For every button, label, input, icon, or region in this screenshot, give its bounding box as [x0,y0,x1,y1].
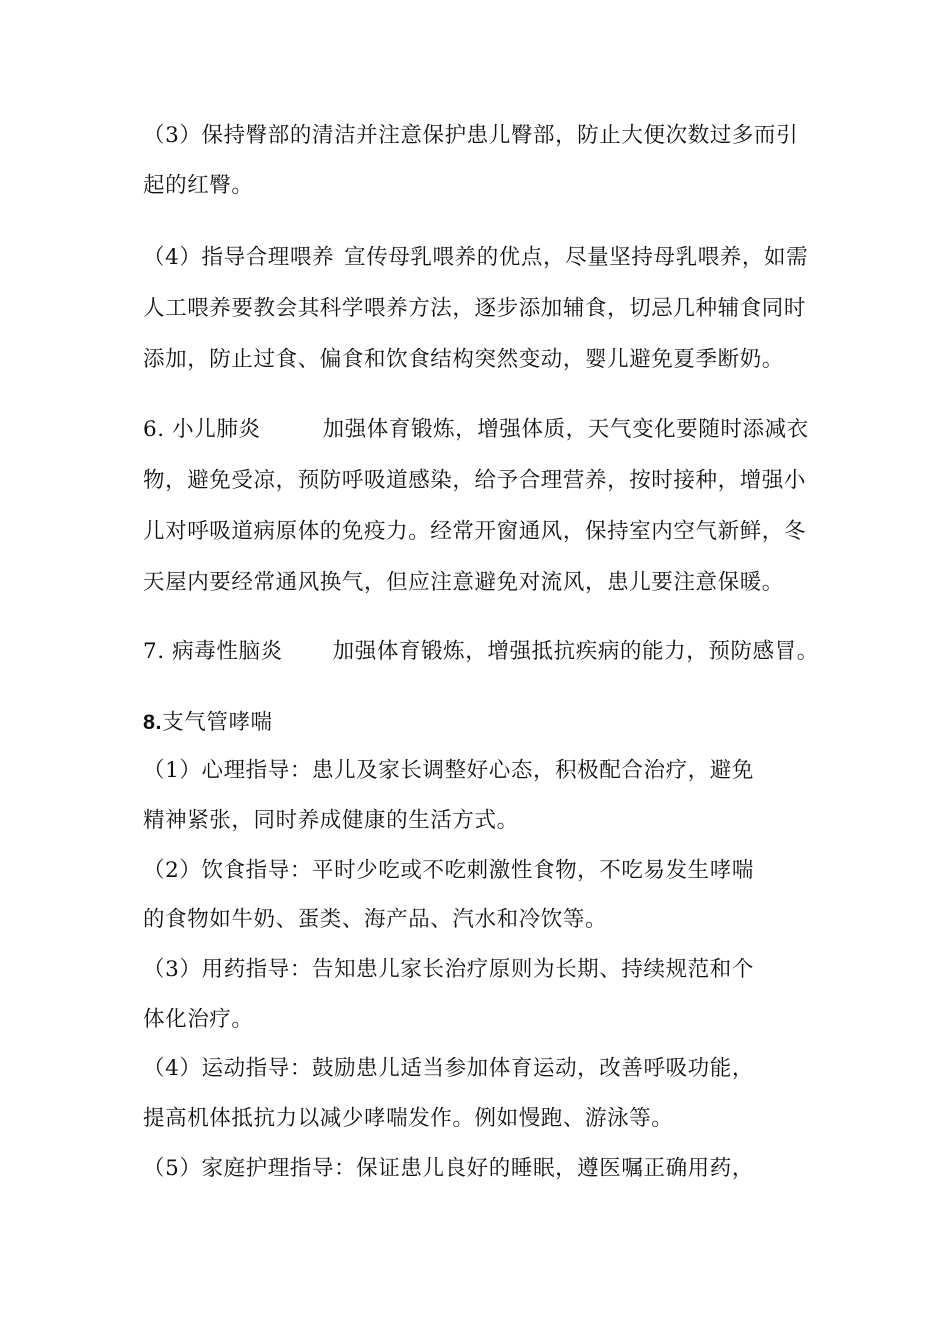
section-heading-line [143,637,843,667]
section-heading-line [143,707,843,738]
paragraph-line: 提高机体抵抗力以减少哮喘发作。例如慢跑、游泳等。 [143,1106,674,1131]
section-text: 加强体育锻炼，增强抵抗疾病的能力，预防感冒。 [332,639,819,664]
paragraph-line [143,243,843,273]
paragraph-line: （5）家庭护理指导：保证患儿良好的睡眠，遵医嘱正确用药， [143,1156,754,1181]
paragraph-line: 体化治疗。 [143,1007,254,1032]
section-heading: 6. 小儿肺炎 [143,417,261,442]
paragraph-line: 精神紧张，同时养成健康的生活方式。 [143,808,519,833]
paragraph-line: （4）运动指导：鼓励患儿适当参加体育运动，改善呼吸功能， [143,1056,754,1081]
section-heading-line [143,415,843,445]
paragraph-line: 添加，防止过食、偏食和饮食结构突然变动，婴儿避免夏季断奶。 [143,347,784,372]
paragraph-line: 天屋内要经常通风换气，但应注意避免对流风，患儿要注意保暖。 [143,570,784,595]
paragraph-line: 起的红臀。 [143,173,254,198]
paragraph-line: （1）心理指导：患儿及家长调整好心态，积极配合治疗，避免 [143,758,754,783]
paragraph-line: 儿对呼吸道病原体的免疫力。经常开窗通风，保持室内空气新鲜，冬 [143,519,807,544]
paragraph-line: （3）用药指导：告知患儿家长治疗原则为长期、持续规范和个 [143,957,754,982]
section-number: 8. [143,710,163,734]
paragraph-line: 物，避免受凉，预防呼吸道感染，给予合理营养，按时接种，增强小 [143,468,807,493]
item-text: 宣传母乳喂养的优点，尽量坚持母乳喂养，如需 [344,245,809,270]
section-heading: 7. 病毒性脑炎 [143,639,283,664]
paragraph-line: 人工喂养要教会其科学喂养方法，逐步添加辅食，切忌几种辅食同时 [143,296,807,321]
section-heading: 支气管哮喘 [162,710,273,735]
section-text: 加强体育锻炼，增强体质，天气变化要随时添减衣 [322,417,809,442]
paragraph-line: （2）饮食指导：平时少吃或不吃刺激性食物，不吃易发生哮喘 [143,858,754,883]
paragraph-line: （3）保持臀部的清洁并注意保护患儿臀部，防止大便次数过多而引 [143,123,799,148]
item-heading: （4）指导合理喂养 [143,245,335,270]
paragraph-line: 的食物如牛奶、蛋类、海产品、汽水和冷饮等。 [143,907,608,932]
